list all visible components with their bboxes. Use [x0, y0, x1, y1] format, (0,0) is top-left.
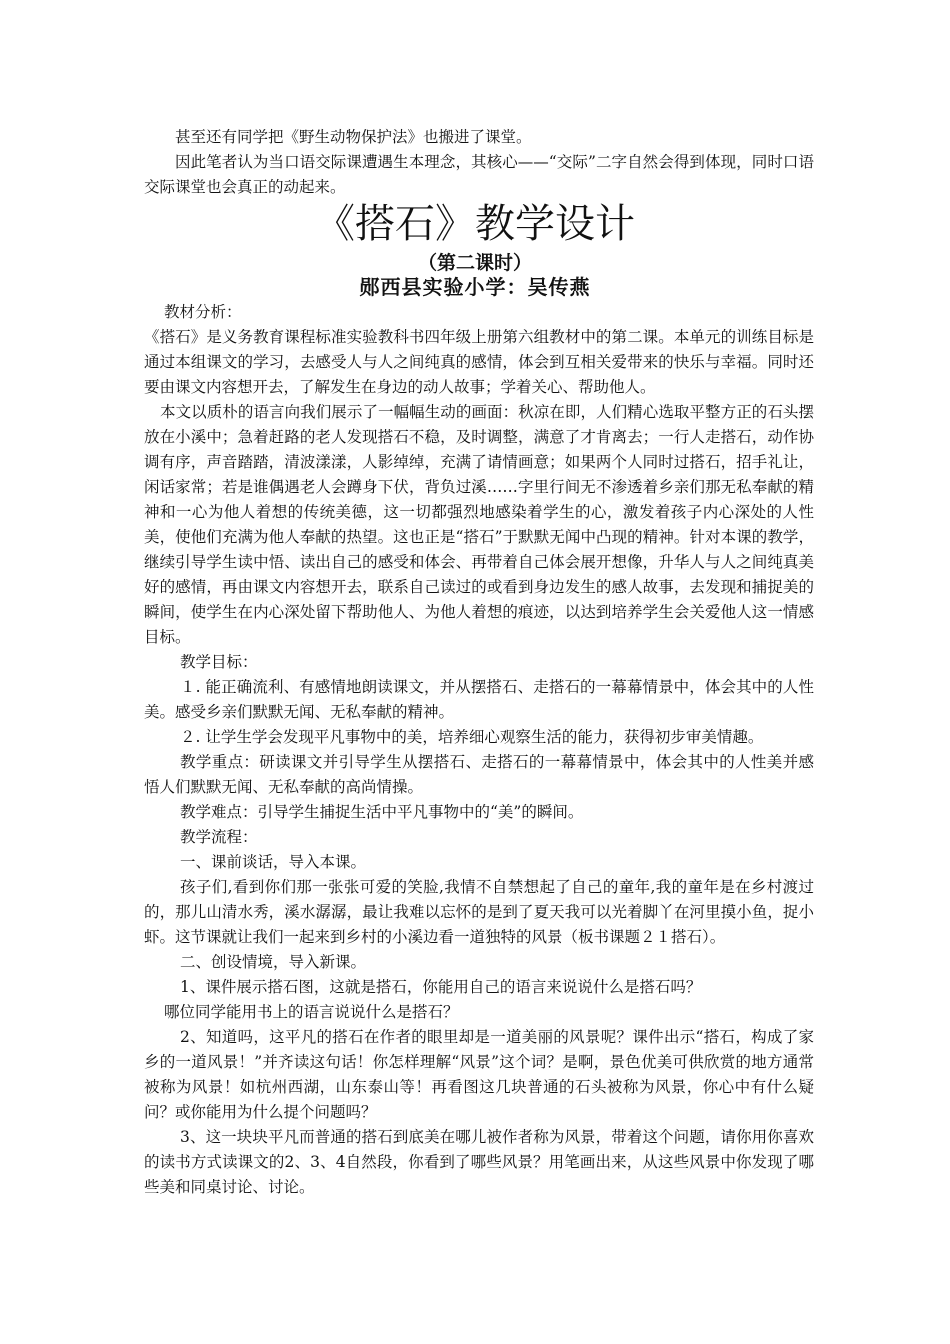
process-heading: 教学流程：: [180, 828, 258, 846]
document-title: 《搭石》教学设计: [315, 201, 635, 247]
intro-paragraph-1: 甚至还有同学把《野生动物保护法》也搬进了课堂。: [175, 128, 532, 146]
step-2-item-3: 3、这一块块平凡而普通的搭石到底美在哪儿被作者称为风景，带着这个问题，请你用你喜欢的读书方式读课文的2、3、4自然段，你看到了哪些风景？用笔画出来，从这些风景中你发现了哪些美和同桌讨论、讨论。: [144, 1128, 814, 1196]
step-1-text: 孩子们,看到你们那一张张可爱的笑脸,我情不自禁想起了自己的童年,我的童年是在乡村渡过的，那儿山清水秀，溪水潺潺，最让我难以忘怀的是到了夏天我可以光着脚丫在河里摸小鱼，捉小虾。这节课就让我们一起来到乡村的小溪边看一道独特的风景（板书课题２１搭石）。: [144, 878, 814, 946]
analysis-heading: 教材分析：: [164, 303, 242, 321]
document-author: 郧西县实验小学：吴传燕: [359, 275, 591, 299]
document-subtitle: （第二课时）: [417, 252, 532, 274]
step-2-item-1: 1、课件展示搭石图，这就是搭石，你能用自己的语言来说说什么是搭石吗？: [180, 978, 702, 996]
step-2-item-2: 2、知道吗，这平凡的搭石在作者的眼里却是一道美丽的风景呢？课件出示“搭石，构成了家乡的一道风景！”并齐读这句话！你怎样理解“风景”这个词？是啊，景色优美可供欣赏的地方通常被称为风景！如杭州西湖，山东泰山等！再看图这几块普通的石头被称为风景，你心中有什么疑问？或你能用为什么提个问题吗？: [144, 1028, 814, 1121]
intro-paragraph-2: 因此笔者认为当口语交际课遭遇生本理念，其核心——“交际”二字自然会得到体现，同时口语交际课堂也会真正的动起来。: [144, 153, 814, 196]
analysis-paragraph-2: 本文以质朴的语言向我们展示了一幅幅生动的画面：秋凉在即，人们精心选取平整方正的石头摆放在小溪中；急着赶路的老人发现搭石不稳，及时调整，满意了才肯离去；一行人走搭石，动作协调有序，声音踏踏，清波漾漾，人影绰绰，充满了请情画意；如果两个人同时过搭石，招手礼让，闲话家常；若是谁偶遇老人会蹲身下伏，背负过溪……字里行间无不渗透着乡亲们那无私奉献的精神和一心为他人着想的传统美德，这一切都强烈地感染着学生的心，激发着孩子内心深处的人性美，使他们充满为他人奉献的热望。这也正是“搭石”于默默无闻中凸现的精神。针对本课的教学，继续引导学生读中悟、读出自己的感受和体会、再带着自己体会展开想像，升华人与人之间纯真美好的感情，再由课文内容想开去，联系自己读过的或看到身边发生的感人故事，去发现和捕捉美的瞬间，使学生在内心深处留下帮助他人、为他人着想的痕迹，以达到培养学生会关爱他人这一情感目标。: [144, 403, 814, 646]
step-2-item-1b: 哪位同学能用书上的语言说说什么是搭石？: [164, 1003, 459, 1021]
goals-heading: 教学目标：: [180, 653, 258, 671]
key-point: 教学重点：研读课文并引导学生从摆搭石、走搭石的一幕幕情景中，体会其中的人性美并感悟人们默默无闻、无私奉献的高尚情操。: [144, 753, 814, 796]
step-2-title: 二、创设情境，导入新课。: [180, 953, 367, 971]
difficulty-point: 教学难点：引导学生捕捉生活中平凡事物中的“美”的瞬间。: [180, 803, 584, 821]
step-1-title: 一、课前谈话，导入本课。: [180, 853, 367, 871]
goal-2: ２. 让学生学会发现平凡事物中的美，培养细心观察生活的能力，获得初步审美情趣。: [180, 728, 764, 746]
analysis-paragraph-1: 《搭石》是义务教育课程标准实验教科书四年级上册第六组教材中的第二课。本单元的训练目标是通过本组课文的学习，去感受人与人之间纯真的感情，体会到互相关爱带来的快乐与幸福。同时还要由课文内容想开去，了解发生在身边的动人故事；学着关心、帮助他人。: [144, 328, 814, 396]
goal-1: １. 能正确流利、有感情地朗读课文，并从摆搭石、走搭石的一幕幕情景中，体会其中的人性美。感受乡亲们默默无闻、无私奉献的精神。: [144, 678, 814, 721]
